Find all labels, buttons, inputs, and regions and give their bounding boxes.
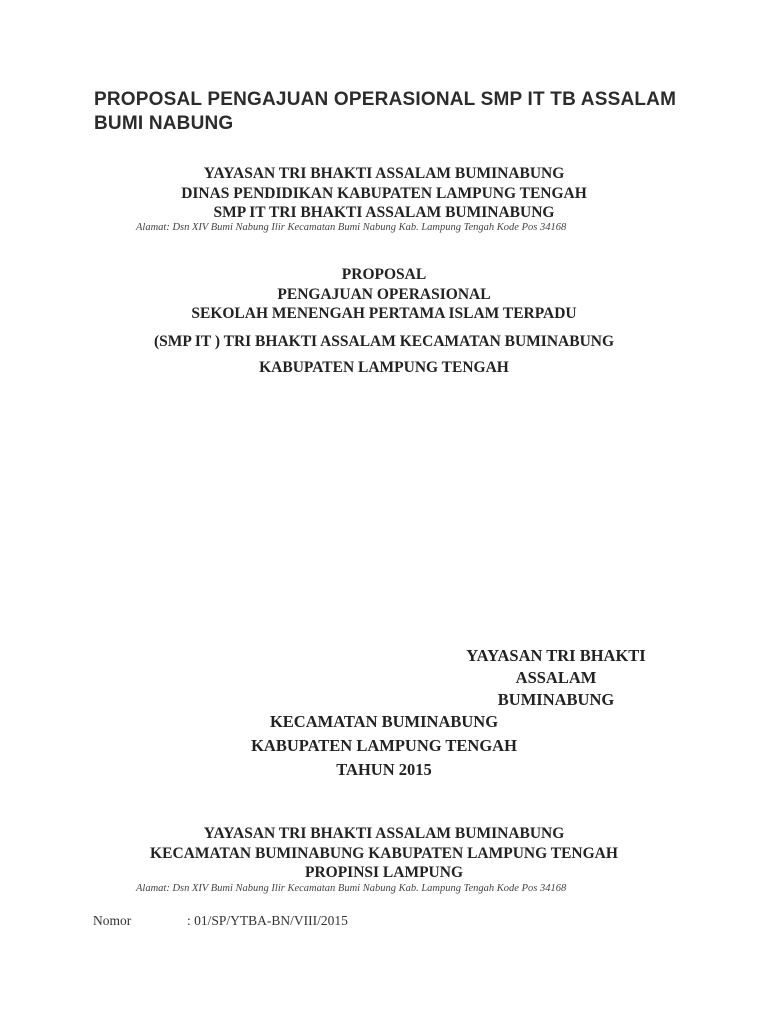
second-letterhead-district: KECAMATAN BUMINABUNG KABUPATEN LAMPUNG TENGAH — [150, 844, 618, 862]
proposal-label: PROPOSAL — [341, 266, 427, 283]
issuer-line: ASSALAM — [515, 668, 597, 687]
letterhead-foundation: YAYASAN TRI BHAKTI ASSALAM BUMINABUNG — [203, 165, 565, 182]
second-letterhead-address: Alamat: Dsn XIV Bumi Nabung Ilir Kecamatan Bumi Nabung Kab. Lampung Tengah Kode Pos 34168 — [136, 883, 567, 894]
letter-number-value: : 01/SP/YTBA-BN/VIII/2015 — [187, 913, 348, 928]
issuer-line: BUMINABUNG — [497, 690, 615, 709]
letterhead — [0, 164, 768, 223]
proposal-subtitle: PENGAJUAN OPERASIONAL — [277, 285, 491, 303]
letter-number — [93, 913, 348, 929]
letterhead-address: Alamat: Dsn XIV Bumi Nabung Ilir Kecamatan Bumi Nabung Kab. Lampung Tengah Kode Pos 34168 — [136, 222, 567, 233]
letter-number-label: Nomor — [93, 913, 132, 928]
letterhead-school: SMP IT TRI BHAKTI ASSALAM BUMINABUNG — [213, 204, 555, 221]
document-title: PROPOSAL PENGAJUAN OPERASIONAL SMP IT TB ASSALAM BUMI NABUNG — [94, 89, 677, 134]
second-letterhead-foundation: YAYASAN TRI BHAKTI ASSALAM BUMINABUNG — [203, 825, 565, 842]
proposal-heading — [0, 265, 768, 378]
issuer-line: YAYASAN TRI BHAKTI — [466, 646, 646, 665]
issuer-regency: KABUPATEN LAMPUNG TENGAH — [251, 736, 517, 755]
issuer-foundation — [430, 645, 682, 711]
letterhead-department: DINAS PENDIDIKAN KABUPATEN LAMPUNG TENGAH — [181, 184, 587, 202]
issuer-location — [0, 710, 768, 782]
proposal-school-type: SEKOLAH MENENGAH PERTAMA ISLAM TERPADU — [191, 305, 577, 322]
proposal-regency: KABUPATEN LAMPUNG TENGAH — [259, 359, 509, 376]
second-letterhead — [0, 824, 768, 883]
issuer-district: KECAMATAN BUMINABUNG — [269, 712, 499, 731]
proposal-school-name: (SMP IT ) TRI BHAKTI ASSALAM KECAMATAN BUMINABUNG — [153, 332, 615, 350]
second-letterhead-province: PROPINSI LAMPUNG — [304, 864, 463, 881]
issuer-year: TAHUN 2015 — [336, 760, 432, 779]
